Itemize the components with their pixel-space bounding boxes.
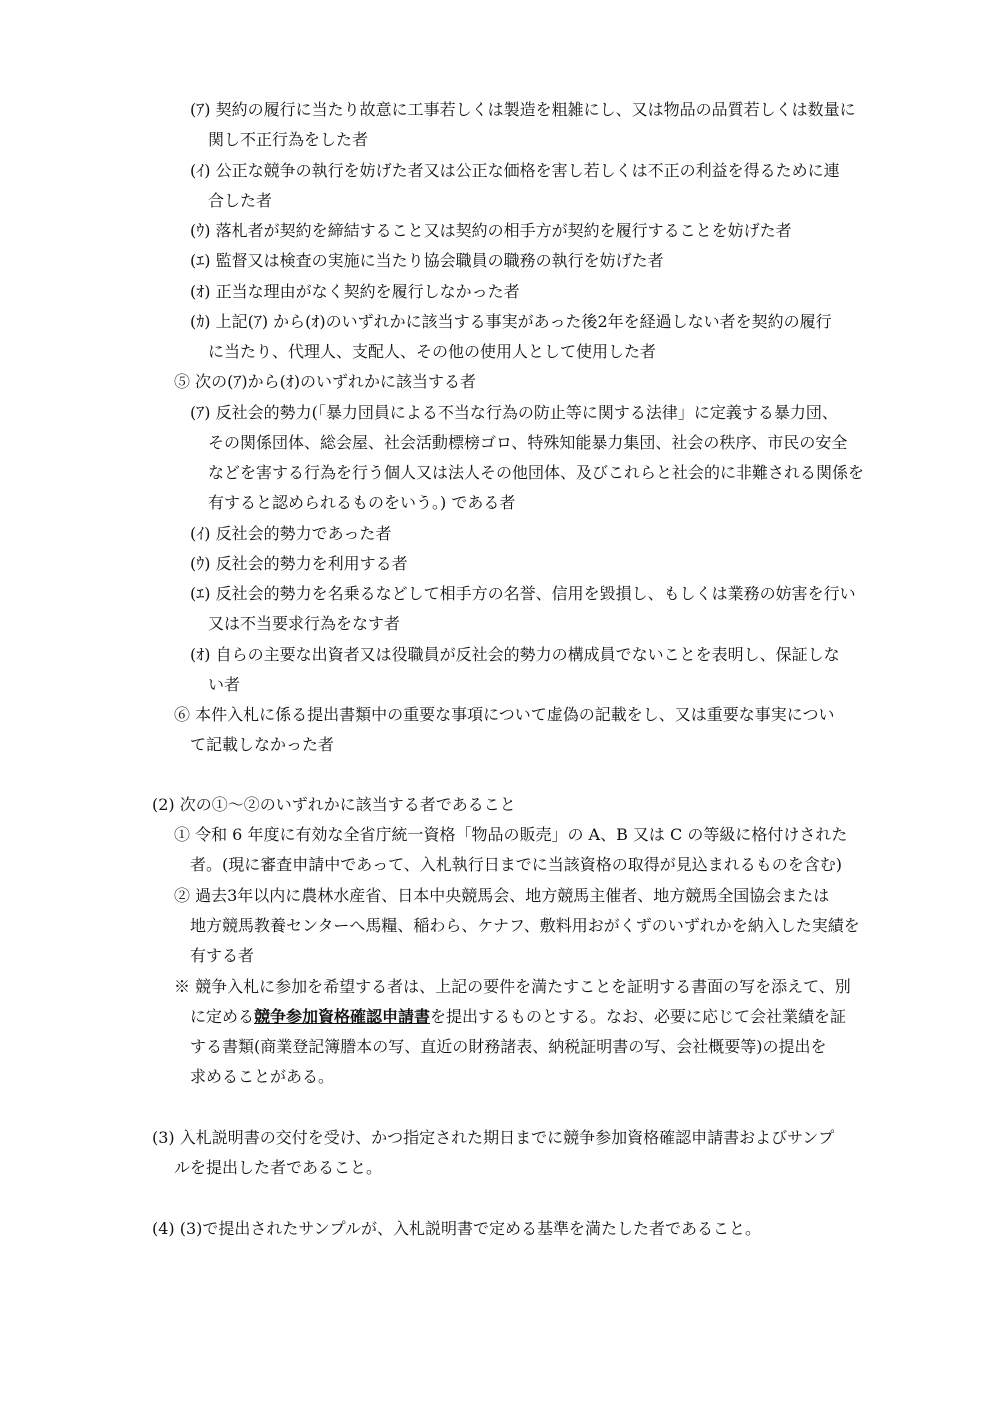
section-heading: (3) 入札説明書の交付を受け、かつ指定された期日までに競争参加資格確認申請書およびサンプ xyxy=(152,1128,835,1147)
text-line: などを害する行為を行う個人又は法人その他団体、及びこれらと社会的に非難される関係を xyxy=(208,463,865,482)
text-line: 又は不当要求行為をなす者 xyxy=(208,614,401,633)
text-line: 地方競馬教養センターへ馬糧、稲わら、ケナフ、敷料用おがくずのいずれかを納入した実績を xyxy=(190,916,860,935)
application-form-link: 競争参加資格確認申請書 xyxy=(254,1007,431,1026)
note-suffix: を提出するものとする。なお、必要に応じて会社業績を証 xyxy=(430,1007,847,1026)
text-line: 合した者 xyxy=(208,191,273,210)
text-line: (ｶ) 上記(ｱ) から(ｵ)のいずれかに該当する事実があった後2年を経過しない者を契約の履行 xyxy=(190,312,832,331)
text-line: (ｵ) 正当な理由がなく契約を履行しなかった者 xyxy=(190,282,520,301)
text-line: (ｳ) 反社会的勢力を利用する者 xyxy=(190,554,408,573)
text-line: する書類(商業登記簿謄本の写、直近の財務諸表、納税証明書の写、会社概要等)の提出を xyxy=(190,1037,827,1056)
text-line: 求めることがある。 xyxy=(190,1067,335,1086)
text-line: その関係団体、総会屋、社会活動標榜ゴロ、特殊知能暴力集団、社会の秩序、市民の安全 xyxy=(208,433,848,452)
text-line: い者 xyxy=(208,675,241,694)
text-line: ⑥ 本件入札に係る提出書類中の重要な事項について虚偽の記載をし、又は重要な事実につい xyxy=(174,705,835,724)
note-line xyxy=(190,1002,846,1032)
text-line: ② 過去3年以内に農林水産省、日本中央競馬会、地方競馬主催者、地方競馬全国協会または xyxy=(174,886,830,905)
text-line: (ｲ) 反社会的勢力であった者 xyxy=(190,524,392,543)
section-heading: (4) (3)で提出されたサンプルが、入札説明書で定める基準を満たした者であること。 xyxy=(152,1219,761,1238)
text-line: て記載しなかった者 xyxy=(190,735,335,754)
text-line: (ｲ) 公正な競争の執行を妨げた者又は公正な価格を害し若しくは不正の利益を得るために連 xyxy=(190,161,840,180)
text-line: (ｵ) 自らの主要な出資者又は役職員が反社会的勢力の構成員でないことを表明し、保証しな xyxy=(190,645,840,664)
text-line: 者。(現に審査申請中であって、入札執行日までに当該資格の取得が見込まれるものを含む) xyxy=(190,855,843,874)
text-line: ルを提出した者であること。 xyxy=(174,1158,383,1177)
note-prefix: に定める xyxy=(190,1007,255,1026)
section-heading: (2) 次の①～②のいずれかに該当する者であること xyxy=(152,795,516,814)
text-line: (ｱ) 反社会的勢力(「暴力団員による不当な行為の防止等に関する法律」に定義する暴力団、 xyxy=(190,403,838,422)
text-line: ① 令和 6 年度に有効な全省庁統一資格「物品の販売」の A、B 又は C の等級に格付けされた xyxy=(174,825,848,844)
text-line: 有する者 xyxy=(190,946,255,965)
text-line: (ｴ) 監督又は検査の実施に当たり協会職員の職務の執行を妨げた者 xyxy=(190,251,664,270)
text-line: 関し不正行為をした者 xyxy=(208,130,369,149)
text-line: (ｳ) 落札者が契約を締結すること又は契約の相手方が契約を履行することを妨げた者 xyxy=(190,221,792,240)
text-line: に当たり、代理人、支配人、その他の使用人として使用した者 xyxy=(208,342,657,361)
text-line: (ｱ) 契約の履行に当たり故意に工事若しくは製造を粗雑にし、又は物品の品質若しくは数量に xyxy=(190,100,856,119)
text-line: ※ 競争入札に参加を希望する者は、上記の要件を満たすことを証明する書面の写を添えて、別 xyxy=(174,977,851,996)
text-line: (ｴ) 反社会的勢力を名乗るなどして相手方の名誉、信用を毀損し、もしくは業務の妨害を行い xyxy=(190,584,856,603)
text-line: ⑤ 次の(ｱ)から(ｵ)のいずれかに該当する者 xyxy=(174,372,477,391)
text-line: 有すると認められるものをいう。) である者 xyxy=(208,493,516,512)
